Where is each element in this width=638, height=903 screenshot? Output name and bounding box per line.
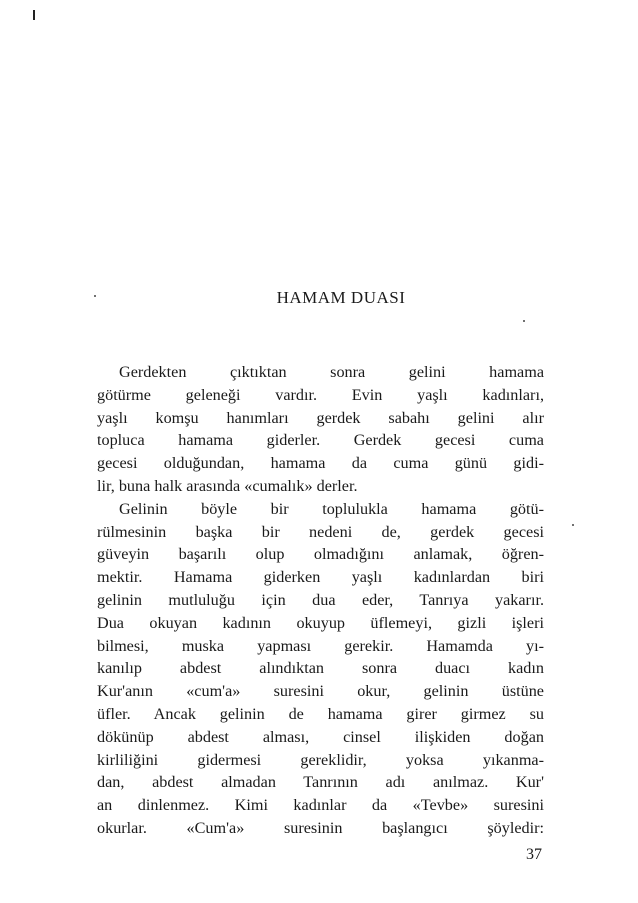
text-line: kirliliğini gidermesi gereklidir, yoksa yıkanma- <box>97 750 544 769</box>
page-title: HAMAM DUASI <box>276 288 406 307</box>
text-line: götürme geleneği vardır. Evin yaşlı kadınları, <box>97 385 544 404</box>
text-line: an dinlenmez. Kimi kadınlar da «Tevbe» suresini <box>97 796 544 815</box>
text-line: mektir. Hamama giderken yaşlı kadınlardan biri <box>97 568 544 587</box>
text-line: rülmesinin başka bir nedeni de, gerdek gecesi <box>97 522 544 541</box>
text-line: gecesi olduğundan, hamama da cuma günü gidi- <box>97 454 544 473</box>
text-line: Dua okuyan kadının okuyup üflemeyi, gizli işleri <box>97 613 544 632</box>
text-line: dökünüp abdest alması, cinsel ilişkiden doğan <box>97 727 544 746</box>
text-line: yaşlı komşu hanımları gerdek sabahı gelini alır <box>97 408 544 427</box>
text-line: güveyin başarılı olup olmadığını anlamak, öğren- <box>97 545 544 564</box>
text-line: Kur'anın «cum'a» suresini okur, gelinin üstüne <box>97 682 544 701</box>
text-line: üfler. Ancak gelinin de hamama girer girmez su <box>97 704 544 723</box>
text-line: topluca hamama giderler. Gerdek gecesi cuma <box>97 431 544 450</box>
text-line: dan, abdest almadan Tanrının adı anılmaz. Kur' <box>97 773 544 792</box>
text-line: lir, buna halk arasında «cumalık» derler. <box>97 476 358 495</box>
speck <box>572 524 574 526</box>
text-line: Gelinin böyle bir toplulukla hamama götü- <box>119 499 544 518</box>
body-text <box>97 361 544 840</box>
text-line: bilmesi, muska yapması gerekir. Hamamda yı- <box>97 636 544 655</box>
margin-mark <box>33 10 35 20</box>
text-line: kanılıp abdest alındıktan sonra duacı kadın <box>97 659 544 678</box>
page-number: 37 <box>526 846 542 863</box>
text-line: okurlar. «Cum'a» suresinin başlangıcı şöyledir: <box>97 818 544 837</box>
text-line: gelinin mutluluğu için dua eder, Tanrıya yakarır. <box>97 590 544 609</box>
text-line: Gerdekten çıktıktan sonra gelini hamama <box>119 363 544 381</box>
speck <box>523 320 525 322</box>
